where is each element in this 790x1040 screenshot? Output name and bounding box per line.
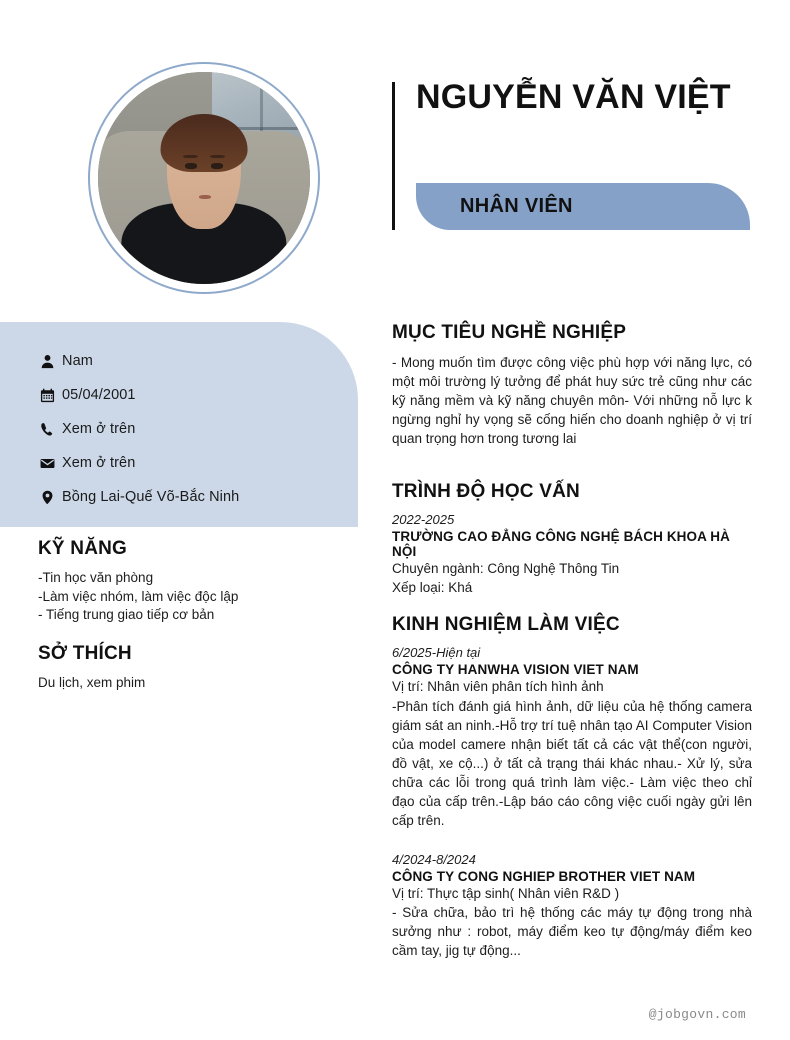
objective-text: - Mong muốn tìm được công việc phù hợp với năng lực, có một môi trường lý tưởng để phát huy sức trẻ cũng như các kỹ năng mềm và kỹ năng chuyên môn- Với những nỗ lực k ngừng nghỉ hy vọng sẽ cống hiến cho doanh nghiệp ở vị trí quan trọng hơn trong tương lai	[392, 355, 752, 446]
name-accent-bar	[392, 82, 395, 230]
objective-heading: MỤC TIÊU NGHỀ NGHIỆP	[392, 322, 627, 343]
photo-eyebrow-right	[210, 155, 225, 158]
experience-position: Vị trí: Nhân viên phân tích hình ảnh	[392, 679, 604, 694]
hobbies-section	[38, 643, 358, 693]
hobbies-text: Du lịch, xem phim	[38, 675, 146, 690]
contact-value-phone: Xem ở trên	[62, 421, 136, 437]
contact-list	[40, 344, 340, 514]
education-major: Chuyên ngành: Công Nghệ Thông Tin	[392, 561, 620, 576]
education-date: 2022-2025	[392, 512, 455, 527]
candidate-name: NGUYỄN VĂN VIỆT	[416, 78, 731, 116]
experience-item	[392, 852, 752, 961]
education-section	[392, 481, 752, 597]
contact-item-email	[40, 446, 340, 480]
experience-section	[392, 614, 752, 960]
envelope-icon	[40, 456, 62, 471]
contact-value-birthdate: 05/04/2001	[62, 387, 136, 403]
phone-icon	[40, 422, 62, 437]
skill-item: -Tin học văn phòng	[38, 570, 154, 585]
profile-photo-image	[98, 72, 310, 284]
location-icon	[40, 490, 62, 505]
role-label: NHÂN VIÊN	[460, 195, 573, 217]
experience-company: CÔNG TY CONG NGHIEP BROTHER VIET NAM	[392, 868, 696, 884]
education-heading: TRÌNH ĐỘ HỌC VẤN	[392, 481, 580, 502]
education-school: TRƯỜNG CAO ĐẲNG CÔNG NGHỆ BÁCH KHOA HÀ NỘI	[392, 529, 731, 559]
photo-eye-left	[185, 163, 197, 169]
experience-position: Vị trí: Thực tập sinh( Nhân viên R&D )	[392, 885, 620, 901]
profile-photo	[88, 62, 320, 294]
experience-item	[392, 645, 752, 830]
experience-divider	[392, 830, 752, 852]
experience-heading: KINH NGHIỆM LÀM VIỆC	[392, 614, 620, 635]
hobbies-heading: SỞ THÍCH	[38, 643, 132, 664]
objective-section	[392, 322, 752, 448]
experience-company: CÔNG TY HANWHA VISION VIET NAM	[392, 662, 639, 677]
contact-item-birthdate	[40, 378, 340, 412]
photo-mouth	[199, 195, 212, 199]
contact-value-address: Bồng Lai-Quế Võ-Bắc Ninh	[62, 489, 240, 505]
person-icon	[40, 354, 62, 369]
experience-date: 6/2025-Hiện tại	[392, 645, 481, 660]
calendar-icon	[40, 388, 62, 403]
skill-item: -Làm việc nhóm, làm việc độc lập	[38, 588, 239, 604]
contact-item-phone	[40, 412, 340, 446]
footer-watermark: @jobgovn.com	[648, 1007, 746, 1022]
photo-eyebrow-left	[183, 155, 198, 158]
experience-date: 4/2024-8/2024	[392, 851, 476, 867]
experience-description: -Phân tích đánh giá hình ảnh, dữ liệu của hệ thống camera giám sát an ninh.-Hỗ trợ trí tuệ nhân tạo AI Computer Vision của model camere nhận biết tất cả các vật thể(con người, đồ vật, xe cộ...) ở tất cả trạng thái khác nhau.- Xử lý, sửa chữa các lỗi trong quá trình làm việc.- Làm việc theo chỉ đạo của cấp trên.-Lập báo cáo công việc cuối ngày gửi lên cấp trên.	[392, 698, 752, 828]
education-grade: Xếp loại: Khá	[392, 579, 473, 595]
experience-description: - Sửa chữa, bảo trì hệ thống các máy tự động trong nhà sưởng như : robot, máy điểm keo tự động/máy điểm keo cầm tay, jig tự động...	[392, 905, 752, 958]
skills-section	[38, 538, 358, 625]
role-badge	[416, 183, 750, 230]
skill-item: - Tiếng trung giao tiếp cơ bản	[38, 607, 215, 622]
contact-value-email: Xem ở trên	[62, 455, 136, 471]
skills-list	[38, 569, 358, 625]
main-column	[392, 0, 790, 1040]
contact-item-address	[40, 480, 340, 514]
photo-eye-right	[211, 163, 223, 169]
contact-item-gender	[40, 344, 340, 378]
contact-value-gender: Nam	[62, 353, 93, 369]
skills-heading: KỸ NĂNG	[38, 538, 128, 559]
